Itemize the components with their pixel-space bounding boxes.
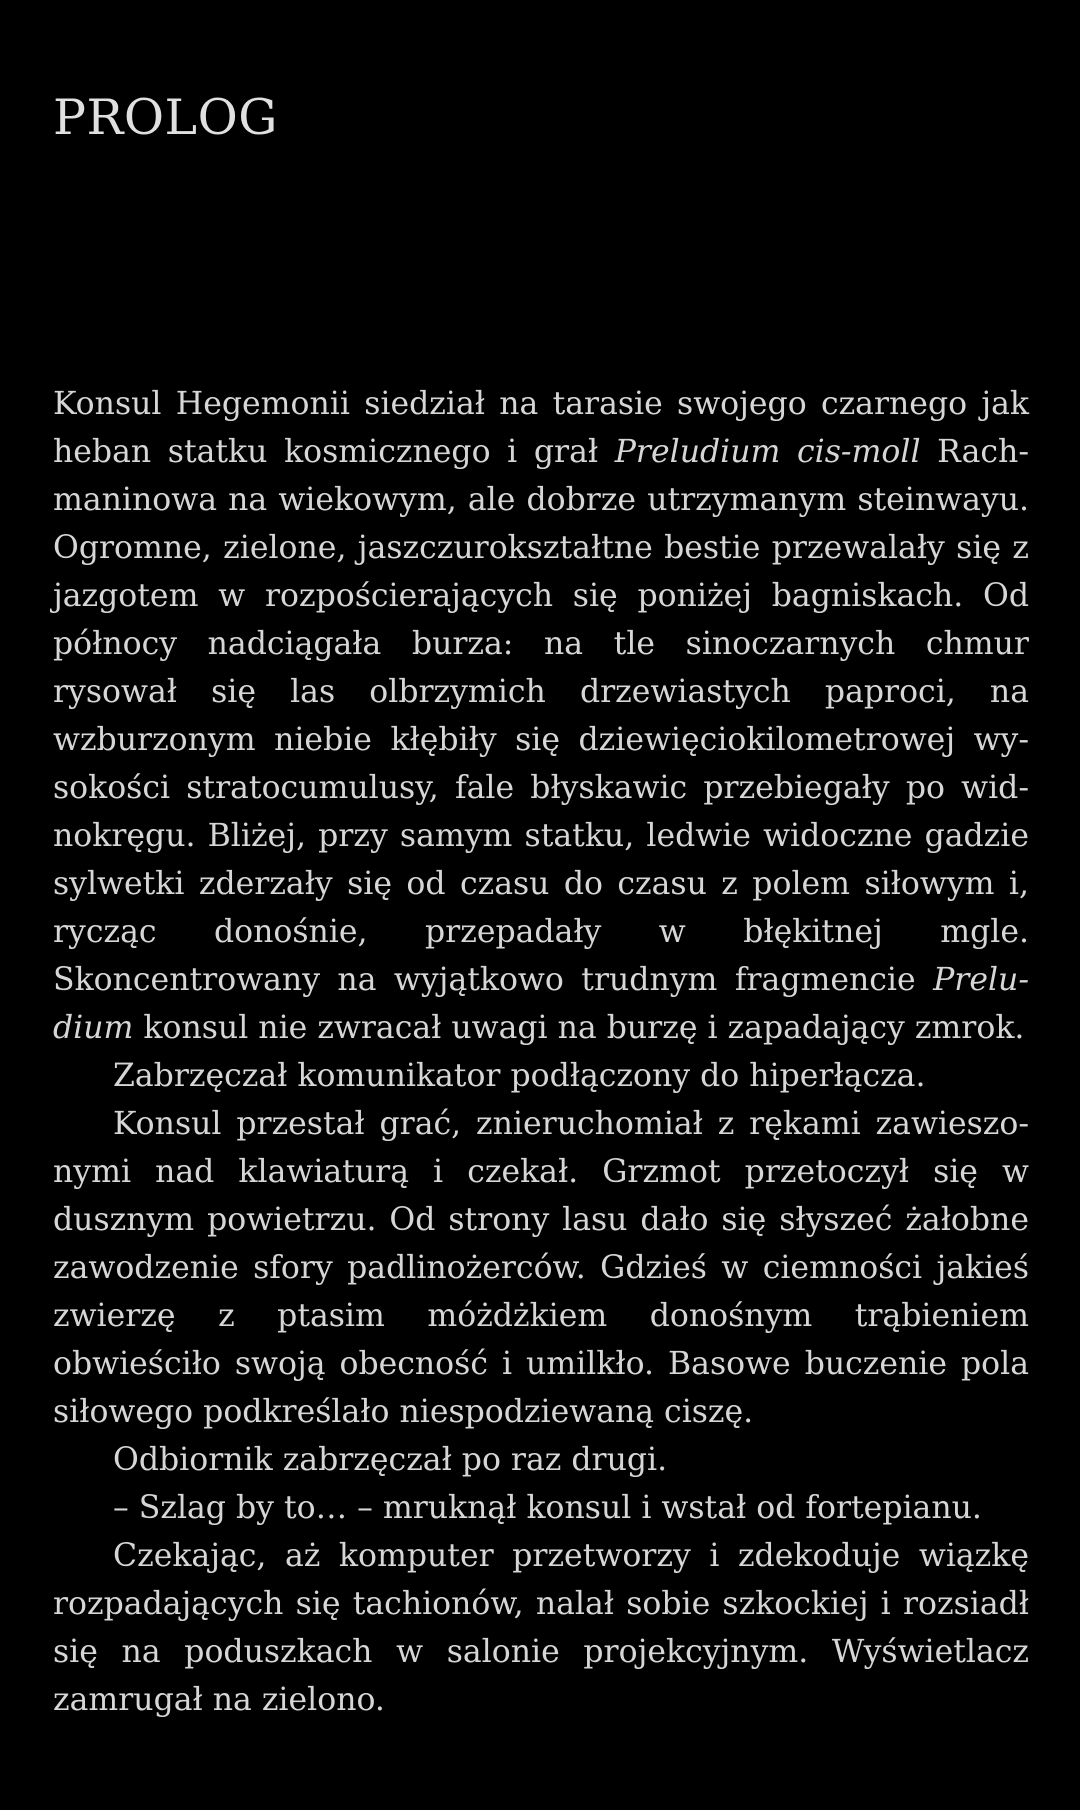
italic-title: Preludium cis-moll <box>614 434 921 470</box>
paragraph <box>53 1484 1029 1532</box>
paragraph-text: Rachmaninowa na wiekowym, ale dobrze utrzymanym steinwayu. Ogromne, zielone, jaszczurokształtne bestie przewalały się z jazgotem w rozpościerających się poniżej bagniskach. Od północy nadciągała burza: na tle sinoczarnych chmur rysował się las olbrzymich drzewiastych paproci, na wzburzonym niebie kłębiły się dziewięciokilometrowej wysokości stratocumulusy, fale błyskawic przebiegały po widnokręgu. Bliżej, przy samym statku, ledwie widoczne gadzie sylwetki zderzały się od czasu do czasu z polem siłowym i, rycząc donośnie, przepadały w błękitnej mgle. Skoncentrowany na wyjątkowo trudnym fragmencie <box>53 434 1029 998</box>
paragraph-text: Odbiornik zabrzęczał po raz drugi. <box>113 1442 668 1478</box>
paragraph-text: – Szlag by to… – mruknął konsul i wstał od fortepianu. <box>113 1490 982 1526</box>
paragraph-text: Czekając, aż komputer przetworzy i zdekoduje wiązkę rozpadających się tachionów, nalał sobie szkockiej i rozsiadł się na poduszkach w salonie projekcyjnym. Wyświetlacz zamrugał na zielono. <box>53 1538 1029 1718</box>
italic-title: Preludium <box>53 962 1029 1046</box>
paragraph <box>53 1436 1029 1484</box>
paragraph <box>53 1052 1029 1100</box>
chapter-title: PROLOG <box>53 89 278 146</box>
paragraph-text: konsul nie zwracał uwagi na burzę i zapadający zmrok. <box>133 1010 1025 1046</box>
paragraph-text: Konsul Hegemonii siedział na tarasie swojego czarnego jak heban statku kosmicznego i grał <box>53 386 1029 470</box>
paragraph <box>53 1532 1029 1724</box>
paragraph-text: Konsul przestał grać, znieruchomiał z rękami zawieszonymi nad klawiaturą i czekał. Grzmot przetoczył się w dusznym powietrzu. Od strony lasu dało się słyszeć żałobne zawodzenie sfory padlinożerców. Gdzieś w ciemności jakieś zwierzę z ptasim móżdżkiem donośnym trąbieniem obwieściło swoją obecność i umilkło. Basowe buczenie pola siłowego podkreślało niespodziewaną ciszę. <box>53 1106 1029 1430</box>
paragraph <box>53 380 1029 1052</box>
paragraph-text: Zabrzęczał komunikator podłączony do hiperłącza. <box>113 1058 926 1094</box>
paragraph <box>53 1100 1029 1436</box>
chapter-body <box>53 380 1029 1724</box>
